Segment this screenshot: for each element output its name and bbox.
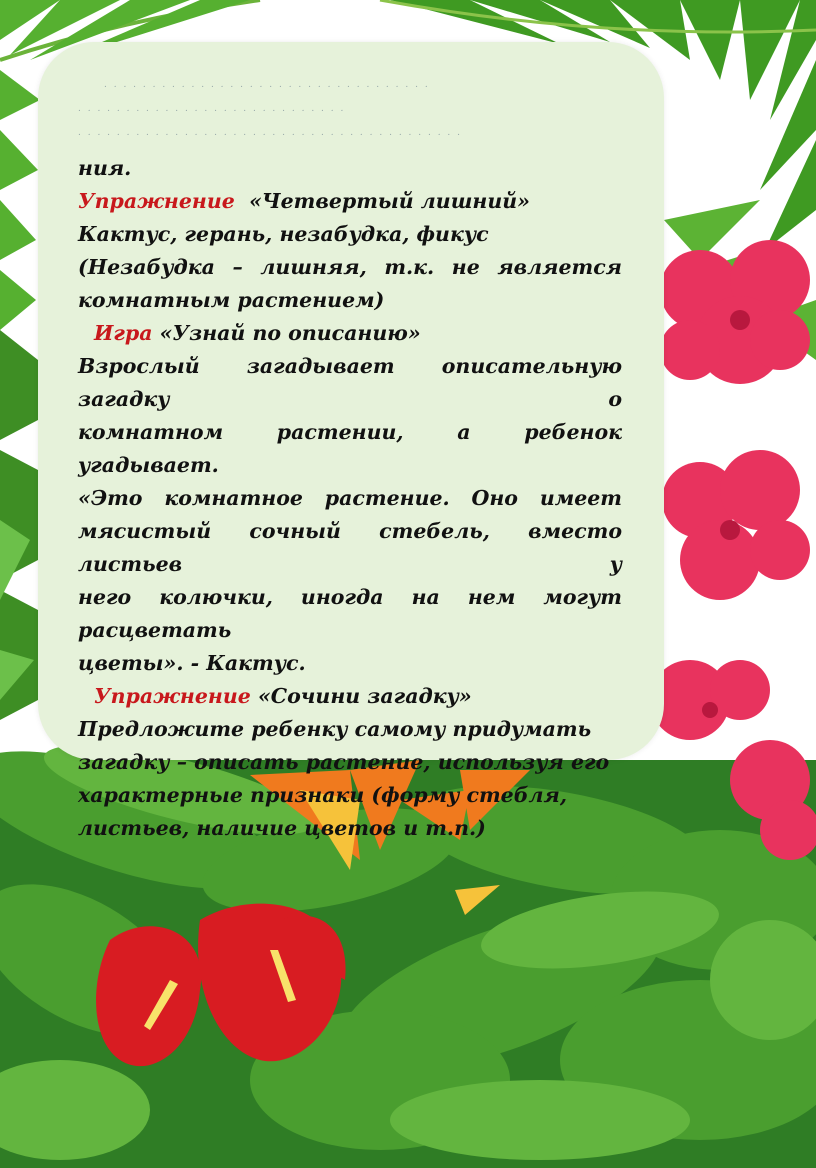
game-line: комнатном растении, а ребенок угадывает. [78, 420, 622, 477]
exercise1-title: «Четвертый лишний» [249, 189, 530, 213]
exercise1-heading [78, 185, 622, 218]
game-line: «Это комнатное растение. Оно имеет [78, 486, 622, 510]
exercise2-line: листьев, наличие цветов и т.п.) [78, 816, 486, 840]
exercise1-label: Упражнение [78, 189, 235, 213]
game-line: него колючки, иногда на нем могут расцветать [78, 585, 622, 642]
exercise2-title: «Сочини загадку» [257, 684, 472, 708]
exercise2-line: характерные признаки (форму стебля, [78, 783, 567, 807]
exercise2-line: Предложите ребенку самому придумать [78, 717, 592, 741]
game-title: «Узнай по описанию» [159, 321, 421, 345]
header-dots-2: . . . . . . . . . . . . . . . . . . . . . . . . . . . . [78, 104, 346, 114]
exercise1-answer-line1: (Незабудка – лишняя, т.к. не является [78, 255, 622, 279]
exercise1-items: Кактус, герань, незабудка, фикус [78, 222, 489, 246]
game-heading [78, 317, 622, 350]
paragraph-end: ния. [78, 156, 132, 180]
header-dots-1: . . . . . . . . . . . . . . . . . . . . . . . . . . . . . . . . . . [104, 80, 430, 90]
header-dots-3: . . . . . . . . . . . . . . . . . . . . . . . . . . . . . . . . . . . . . . . . [78, 128, 463, 138]
exercise2-heading [78, 680, 622, 713]
game-line: мясистый сочный стебель, вместо листьев у [78, 519, 622, 576]
exercise1-answer-line2: комнатным растением) [78, 288, 385, 312]
exercise2-label: Упражнение [94, 684, 251, 708]
game-label: Игра [94, 321, 153, 345]
game-line: Взрослый загадывает описательную загадку о [78, 354, 622, 411]
content-text [78, 80, 622, 845]
game-last-line: цветы». - Кактус. [78, 651, 306, 675]
exercise2-line: загадку – описать растение, используя его [78, 750, 610, 774]
